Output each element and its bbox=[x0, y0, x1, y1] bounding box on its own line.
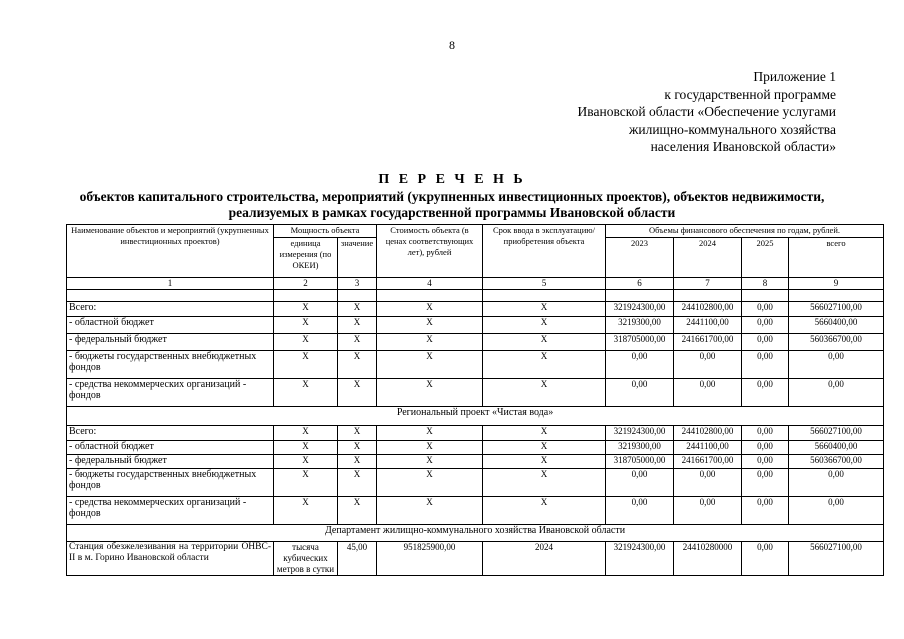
cell: X bbox=[377, 379, 483, 407]
cell: 5660400,00 bbox=[789, 441, 884, 455]
cell: 0,00 bbox=[789, 497, 884, 525]
object-2025: 0,00 bbox=[742, 542, 789, 576]
table-row bbox=[67, 469, 884, 497]
table-row bbox=[67, 441, 884, 455]
column-number: 1 bbox=[67, 278, 274, 290]
cell: X bbox=[483, 379, 606, 407]
header-year-2025: 2025 bbox=[742, 238, 789, 278]
row-label: Всего: bbox=[67, 302, 274, 317]
header-total: всего bbox=[789, 238, 884, 278]
cell: X bbox=[274, 455, 338, 469]
cell: X bbox=[338, 469, 377, 497]
section-row bbox=[67, 525, 884, 542]
object-name: Станция обезжелезивания на территории ОНВС-II в м. Горино Ивановской области bbox=[67, 542, 274, 576]
cell: X bbox=[483, 317, 606, 334]
cell: 566027100,00 bbox=[789, 302, 884, 317]
cell: 3219300,00 bbox=[606, 317, 674, 334]
table-row bbox=[67, 426, 884, 441]
cell: 0,00 bbox=[674, 379, 742, 407]
table-row bbox=[67, 317, 884, 334]
cell: 0,00 bbox=[742, 317, 789, 334]
table-row bbox=[67, 379, 884, 407]
cell: 0,00 bbox=[674, 497, 742, 525]
cell: X bbox=[338, 379, 377, 407]
cell: 0,00 bbox=[789, 469, 884, 497]
row-label: - областной бюджет bbox=[67, 441, 274, 455]
cell: X bbox=[377, 441, 483, 455]
cell: 241661700,00 bbox=[674, 455, 742, 469]
cell: X bbox=[338, 302, 377, 317]
cell: 0,00 bbox=[674, 351, 742, 379]
cell: 0,00 bbox=[742, 334, 789, 351]
row-label: - средства некоммерческих организаций - фондов bbox=[67, 379, 274, 407]
cell: 0,00 bbox=[742, 426, 789, 441]
table-row bbox=[67, 334, 884, 351]
object-total: 566027100,00 bbox=[789, 542, 884, 576]
page-number: 8 bbox=[449, 38, 455, 52]
cell: 244102800,00 bbox=[674, 426, 742, 441]
row-label: - федеральный бюджет bbox=[67, 334, 274, 351]
objects-table bbox=[66, 224, 884, 576]
cell: X bbox=[377, 302, 483, 317]
object-term: 2024 bbox=[483, 542, 606, 576]
cell: 5660400,00 bbox=[789, 317, 884, 334]
row-label: - федеральный бюджет bbox=[67, 455, 274, 469]
appendix-line: Приложение 1 bbox=[753, 69, 836, 84]
cell: 560366700,00 bbox=[789, 334, 884, 351]
column-number: 2 bbox=[274, 278, 338, 290]
cell: 0,00 bbox=[789, 351, 884, 379]
row-label: - бюджеты государственных внебюджетных фондов bbox=[67, 469, 274, 497]
table-row bbox=[67, 302, 884, 317]
header-name: Наименование объектов и мероприятий (укрупненных инвестиционных проектов) bbox=[67, 225, 274, 278]
cell: X bbox=[338, 334, 377, 351]
cell: X bbox=[274, 317, 338, 334]
header-term: Срок ввода в эксплуатацию/ приобретения объекта bbox=[483, 225, 606, 278]
object-2023: 321924300,00 bbox=[606, 542, 674, 576]
header-year-2024: 2024 bbox=[674, 238, 742, 278]
table-row bbox=[67, 497, 884, 525]
cell: X bbox=[377, 334, 483, 351]
cell: 0,00 bbox=[789, 379, 884, 407]
cell: 244102800,00 bbox=[674, 302, 742, 317]
header-unit: единица измерения (по ОКЕИ) bbox=[274, 238, 338, 278]
cell: 241661700,00 bbox=[674, 334, 742, 351]
cell: 321924300,00 bbox=[606, 426, 674, 441]
cell: X bbox=[338, 441, 377, 455]
cell: X bbox=[338, 351, 377, 379]
cell: X bbox=[483, 469, 606, 497]
cell: 3219300,00 bbox=[606, 441, 674, 455]
cell: X bbox=[338, 455, 377, 469]
header-capacity: Мощность объекта bbox=[274, 225, 377, 238]
cell: 0,00 bbox=[742, 497, 789, 525]
column-number: 3 bbox=[338, 278, 377, 290]
cell: X bbox=[274, 302, 338, 317]
cell: 0,00 bbox=[742, 455, 789, 469]
table-row bbox=[67, 351, 884, 379]
cell: X bbox=[377, 497, 483, 525]
cell: 0,00 bbox=[742, 379, 789, 407]
cell: X bbox=[338, 426, 377, 441]
row-label: - средства некоммерческих организаций - фондов bbox=[67, 497, 274, 525]
cell: X bbox=[377, 317, 483, 334]
object-cost: 951825900,00 bbox=[377, 542, 483, 576]
table-row bbox=[67, 455, 884, 469]
appendix-line: жилищно-коммунального хозяйства bbox=[629, 121, 836, 137]
cell: X bbox=[483, 441, 606, 455]
cell: X bbox=[274, 334, 338, 351]
cell: X bbox=[377, 426, 483, 441]
section-row bbox=[67, 407, 884, 426]
row-label: Всего: bbox=[67, 426, 274, 441]
table-row bbox=[67, 542, 884, 576]
cell: X bbox=[483, 497, 606, 525]
appendix-line: Ивановской области «Обеспечение услугами bbox=[577, 104, 836, 119]
document-subtitle: объектов капитального строительства, мероприятий (укрупненных инвестиционных проектов), объектов недвижимости, реализуемых в рамках государственной программы Ивановской области bbox=[79, 189, 825, 220]
header-cost: Стоимость объекта (в ценах соответствующих лет), рублей bbox=[377, 225, 483, 278]
document-title: П Е Р Е Ч Е Н Ь bbox=[378, 172, 526, 187]
cell: 0,00 bbox=[742, 302, 789, 317]
row-label: - бюджеты государственных внебюджетных фондов bbox=[67, 351, 274, 379]
column-number: 7 bbox=[674, 278, 742, 290]
appendix-line: к государственной программе bbox=[664, 86, 836, 102]
column-number: 8 bbox=[742, 278, 789, 290]
appendix-line: населения Ивановской области» bbox=[650, 139, 836, 154]
cell: X bbox=[483, 334, 606, 351]
object-value: 45,00 bbox=[338, 542, 377, 576]
appendix-note bbox=[476, 68, 836, 156]
cell: X bbox=[274, 441, 338, 455]
cell: 560366700,00 bbox=[789, 455, 884, 469]
cell: 566027100,00 bbox=[789, 426, 884, 441]
column-number: 4 bbox=[377, 278, 483, 290]
cell: 0,00 bbox=[742, 351, 789, 379]
cell: 318705000,00 bbox=[606, 455, 674, 469]
cell: 0,00 bbox=[606, 469, 674, 497]
section-title: Региональный проект «Чистая вода» bbox=[67, 407, 884, 426]
cell: 0,00 bbox=[674, 469, 742, 497]
header-year-2023: 2023 bbox=[606, 238, 674, 278]
cell: X bbox=[274, 351, 338, 379]
cell: 0,00 bbox=[606, 351, 674, 379]
cell: 0,00 bbox=[606, 379, 674, 407]
cell: X bbox=[377, 351, 483, 379]
spacer-row bbox=[67, 290, 884, 302]
cell: X bbox=[274, 426, 338, 441]
cell: 2441100,00 bbox=[674, 441, 742, 455]
object-2024: 24410280000 bbox=[674, 542, 742, 576]
cell: X bbox=[274, 497, 338, 525]
object-unit: тысяча кубических метров в сутки bbox=[274, 542, 338, 576]
cell: 321924300,00 bbox=[606, 302, 674, 317]
cell: X bbox=[274, 469, 338, 497]
cell: 318705000,00 bbox=[606, 334, 674, 351]
cell: X bbox=[338, 317, 377, 334]
cell: 2441100,00 bbox=[674, 317, 742, 334]
cell: X bbox=[338, 497, 377, 525]
header-value: значение bbox=[338, 238, 377, 278]
cell: 0,00 bbox=[742, 469, 789, 497]
column-number: 5 bbox=[483, 278, 606, 290]
column-number: 9 bbox=[789, 278, 884, 290]
header-funding: Объемы финансового обеспечения по годам, рублей. bbox=[606, 225, 884, 238]
cell: X bbox=[483, 302, 606, 317]
column-numbers-row bbox=[67, 278, 884, 290]
column-number: 6 bbox=[606, 278, 674, 290]
cell: X bbox=[377, 469, 483, 497]
cell: X bbox=[377, 455, 483, 469]
row-label: - областной бюджет bbox=[67, 317, 274, 334]
cell: 0,00 bbox=[742, 441, 789, 455]
cell: X bbox=[483, 426, 606, 441]
cell: X bbox=[483, 455, 606, 469]
cell: 0,00 bbox=[606, 497, 674, 525]
cell: X bbox=[483, 351, 606, 379]
cell: X bbox=[274, 379, 338, 407]
section-title: Департамент жилищно-коммунального хозяйства Ивановской области bbox=[67, 525, 884, 542]
